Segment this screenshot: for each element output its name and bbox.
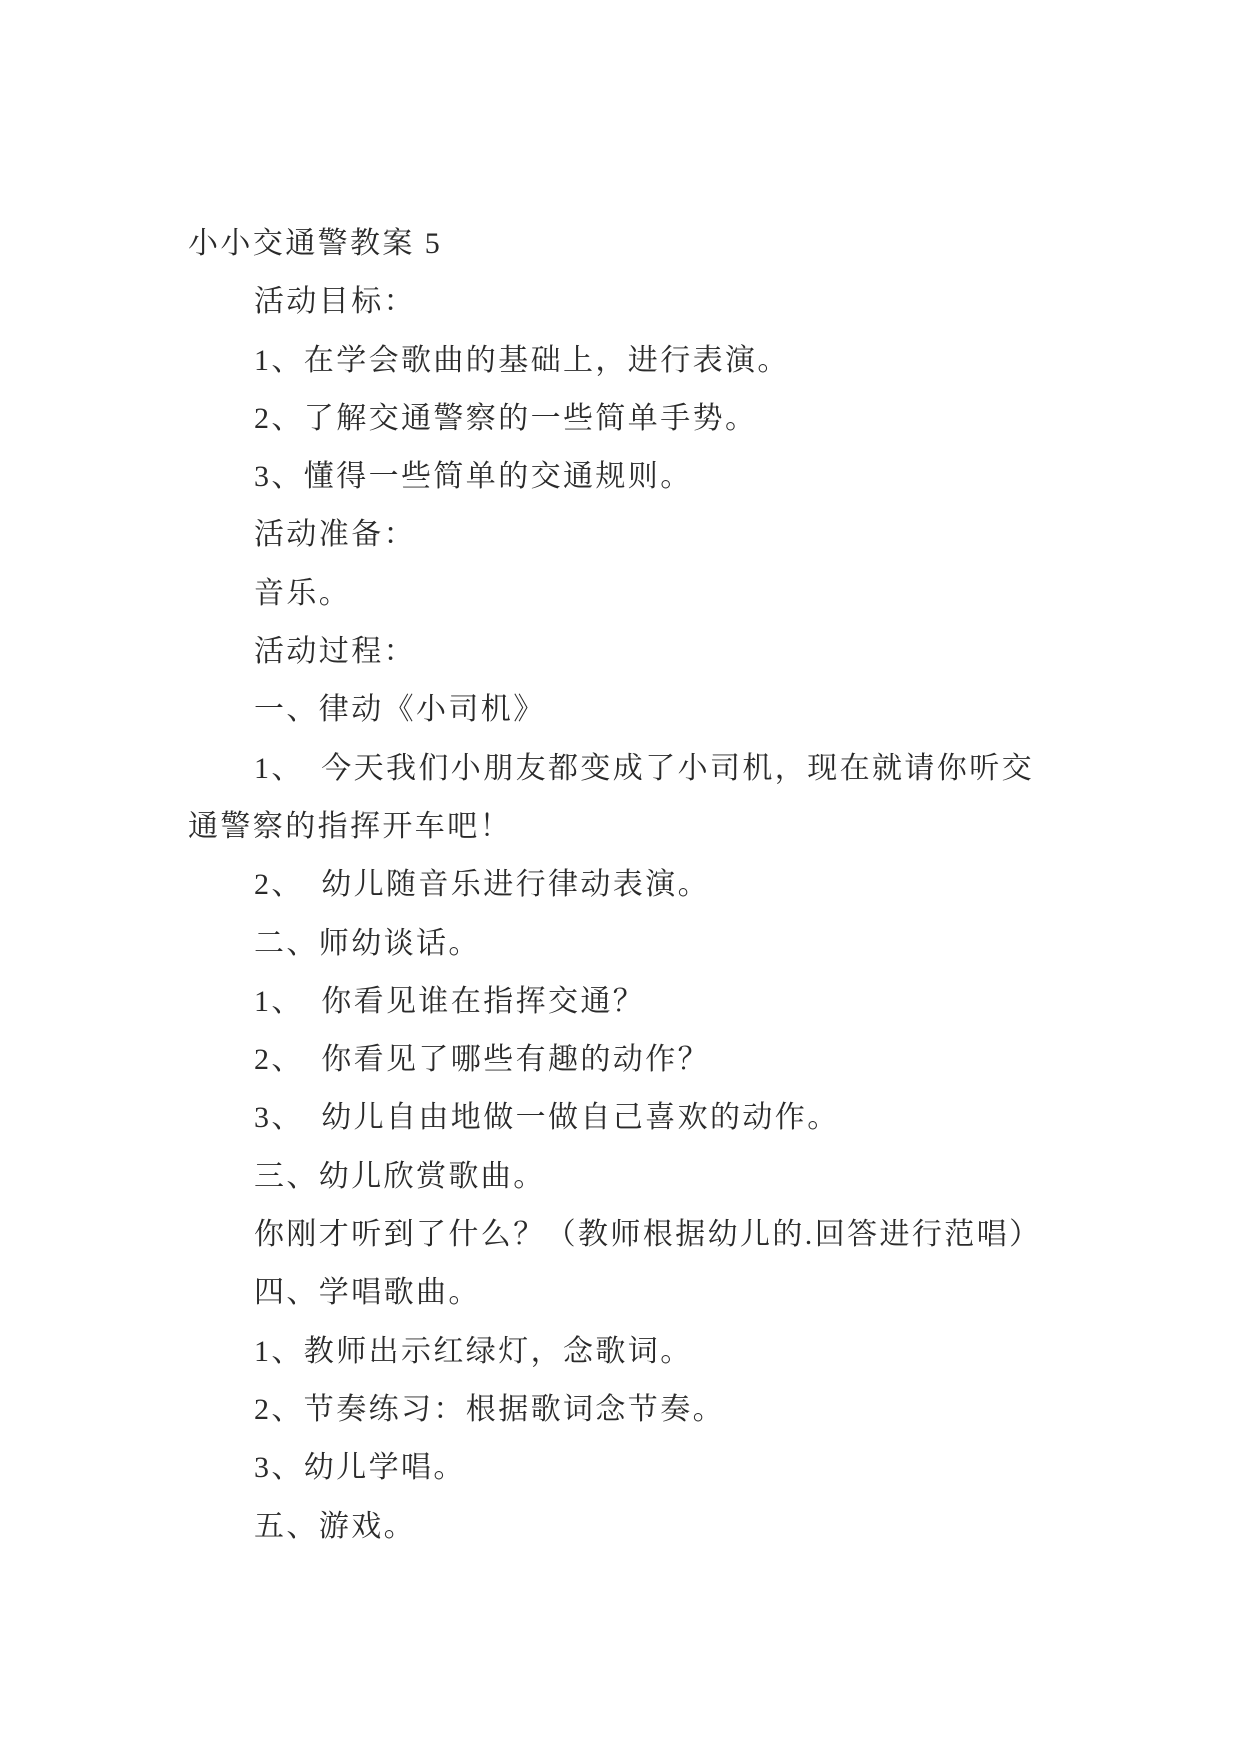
text-line-18: 四、学唱歌曲。 <box>254 1276 481 1310</box>
text-line-9: 1、 今天我们小朋友都变成了小司机，现在就请你听交 <box>254 751 1034 785</box>
text-line-21: 3、幼儿学唱。 <box>254 1451 466 1485</box>
text-line-11: 2、 幼儿随音乐进行律动表演。 <box>254 868 710 902</box>
text-line-14: 2、 你看见了哪些有趣的动作？ <box>254 1043 710 1077</box>
text-line-6: 音乐。 <box>254 576 352 610</box>
text-line-13: 1、 你看见谁在指挥交通？ <box>254 984 646 1018</box>
text-line-1: 活动目标： <box>254 285 416 319</box>
text-line-4: 3、懂得一些简单的交通规则。 <box>254 460 693 494</box>
text-line-7: 活动过程： <box>254 635 416 669</box>
text-line-17: 你刚才听到了什么？（教师根据幼儿的.回答进行范唱） <box>254 1218 1042 1252</box>
text-line-22: 五、游戏。 <box>254 1509 416 1543</box>
text-line-16: 三、幼儿欣赏歌曲。 <box>254 1159 546 1193</box>
text-line-10: 通警察的指挥开车吧！ <box>188 809 512 843</box>
text-line-20: 2、节奏练习：根据歌词念节奏。 <box>254 1392 725 1426</box>
text-line-3: 2、了解交通警察的一些简单手势。 <box>254 401 758 435</box>
text-line-15: 3、 幼儿自由地做一做自己喜欢的动作。 <box>254 1101 840 1135</box>
text-line-12: 二、师幼谈话。 <box>254 926 481 960</box>
document-title-line: 小小交通警教案 5 <box>188 227 443 260</box>
text-line-2: 1、在学会歌曲的基础上，进行表演。 <box>254 343 790 377</box>
text-line-5: 活动准备： <box>254 518 416 552</box>
text-line-8: 一、律动《小司机》 <box>254 693 546 727</box>
text-line-19: 1、教师出示红绿灯，念歌词。 <box>254 1334 693 1368</box>
document-body <box>188 215 1078 1556</box>
